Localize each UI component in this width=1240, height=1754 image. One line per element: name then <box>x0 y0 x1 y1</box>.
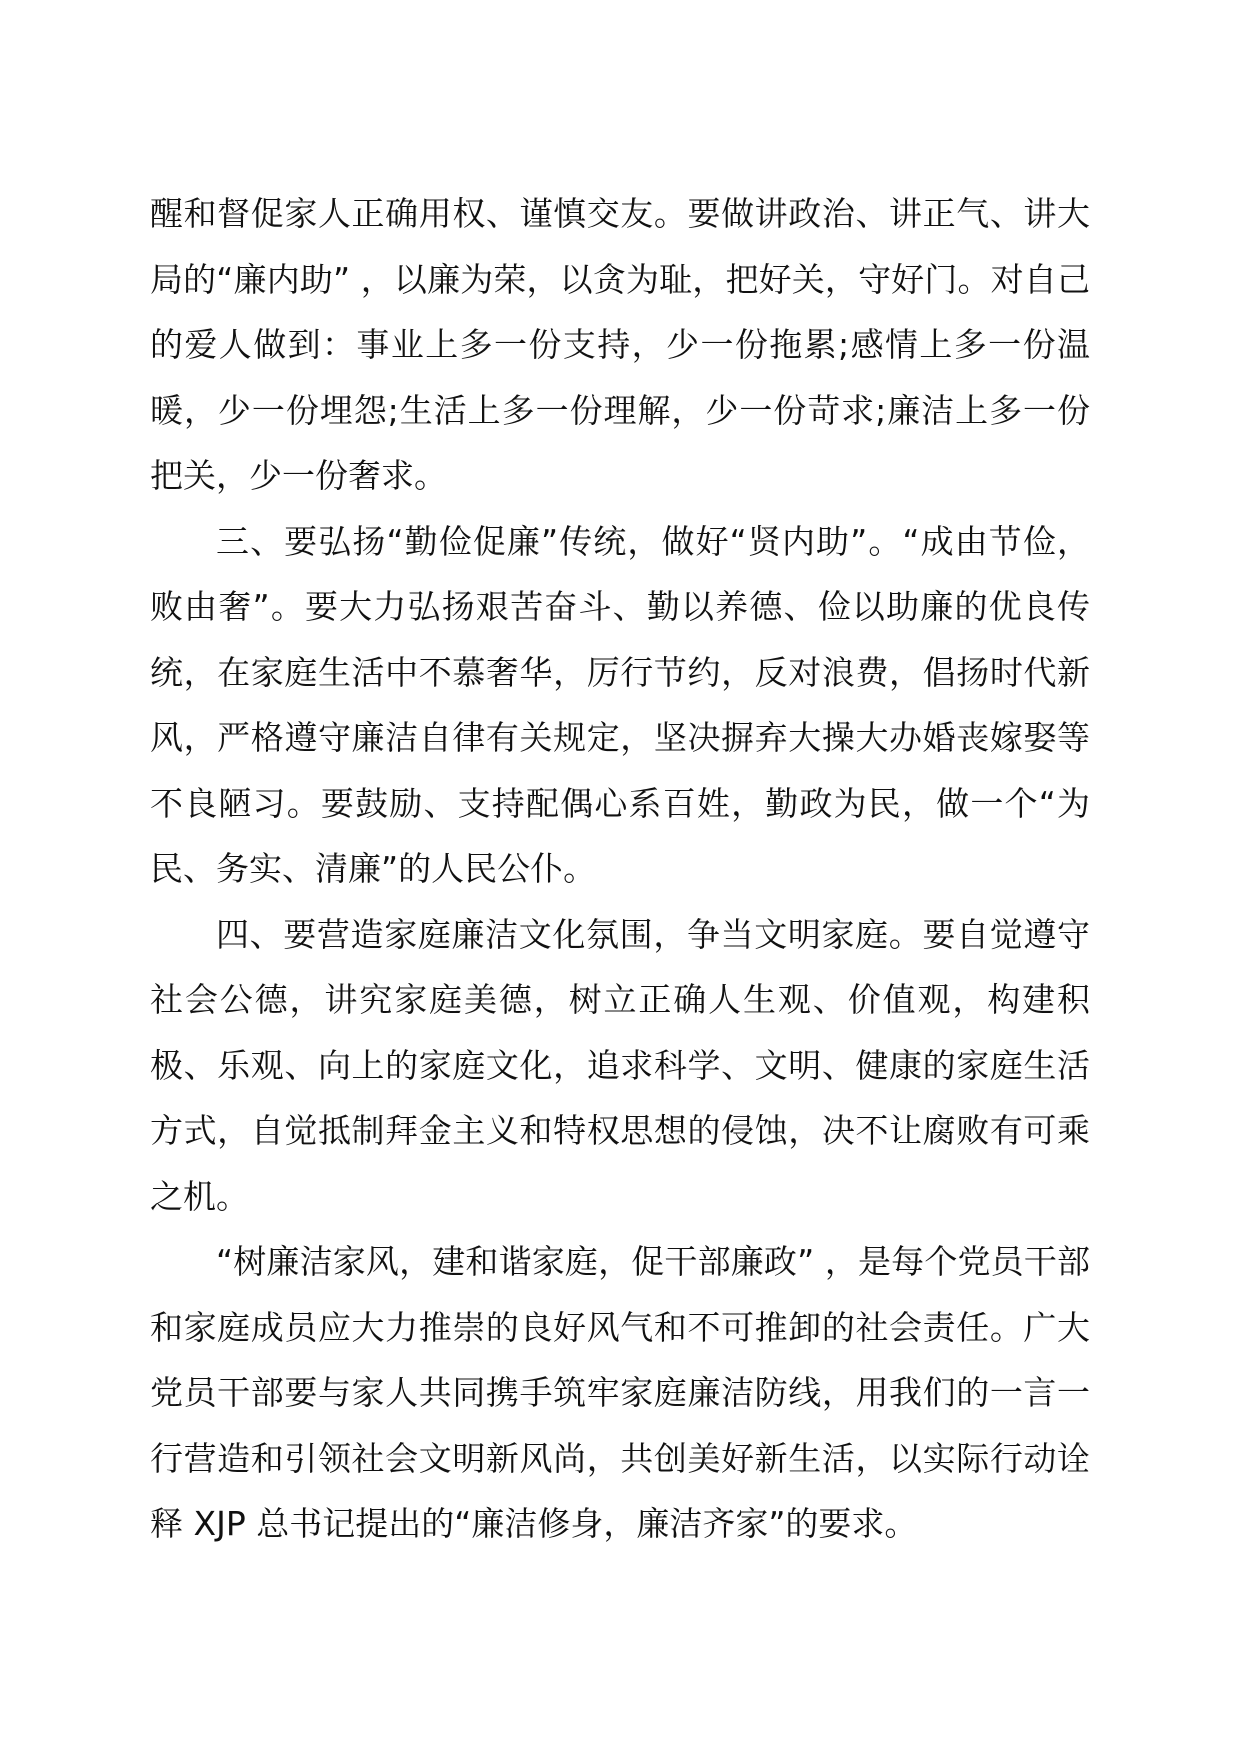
paragraph-conclusion: “树廉洁家风，建和谐家庭，促干部廉政” ，是每个党员干部和家庭成员应大力推崇的良好风气和不可推卸的社会责任。广大党员干部要与家人共同携手筑牢家庭廉洁防线，用我们的一言一行营造和引领社会文明新风尚，共创美好新生活，以实际行动诠释 XJP 总书记提出的“廉洁修身，廉洁齐家”的要求。 <box>150 1242 1090 1543</box>
paragraph-section-four: 四、要营造家庭廉洁文化氛围，争当文明家庭。要自觉遵守社会公德，讲究家庭美德，树立正确人生观、价值观，构建积极、乐观、向上的家庭文化，追求科学、文明、健康的家庭生活方式，自觉抵制拜金主义和特权思想的侵蚀，决不让腐败有可乘之机。 <box>150 914 1090 1216</box>
document-page <box>150 181 1090 1557</box>
paragraph-continuation: 醒和督促家人正确用权、谨慎交友。要做讲政治、讲正气、讲大局的“廉内助” ，以廉为荣，以贪为耻，把好关，守好门。对自己的爱人做到：事业上多一份支持，少一份拖累;感情上多一份温暖，少一份埋怨;生活上多一份理解，少一份苛求;廉洁上多一份把关，少一份奢求。 <box>150 194 1090 495</box>
paragraph-section-three: 三、要弘扬“勤俭促廉”传统，做好“贤内助”。“成由节俭，败由奢”。要大力弘扬艰苦奋斗、勤以养德、俭以助廉的优良传统，在家庭生活中不慕奢华，厉行节约，反对浪费，倡扬时代新风，严格遵守廉洁自律有关规定，坚决摒弃大操大办婚丧嫁娶等不良陋习。要鼓励、支持配偶心系百姓，勤政为民，做一个“为民、务实、清廉”的人民公仆。 <box>150 521 1090 888</box>
